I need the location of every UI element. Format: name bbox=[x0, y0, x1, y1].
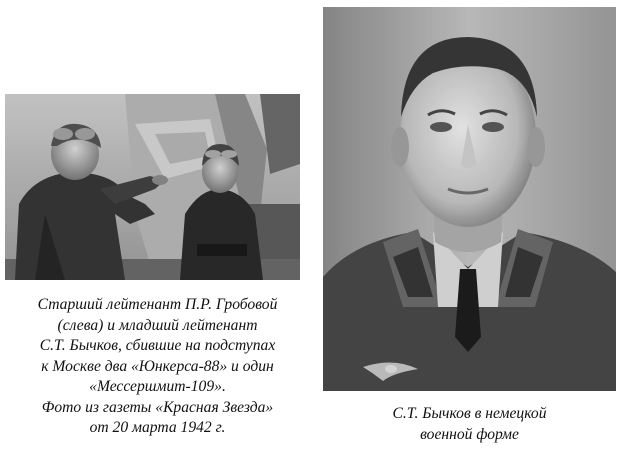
caption-right-line-1: С.Т. Бычков в немецкой bbox=[392, 405, 547, 422]
caption-portrait-photo bbox=[323, 404, 616, 445]
portrait-photo-image bbox=[323, 7, 616, 391]
pilots-photo-image bbox=[5, 94, 300, 280]
photo-pilots-beside-aircraft bbox=[5, 94, 300, 280]
caption-left-line-2: (слева) и младший лейтенант bbox=[57, 316, 258, 334]
photo-portrait-german-uniform bbox=[323, 7, 616, 391]
caption-left-line-1: Старший лейтенант П.Р. Гробовой bbox=[37, 296, 278, 313]
caption-right-line-2: военной форме bbox=[420, 425, 519, 443]
caption-left-line-6: Фото из газеты «Красная Звезда» bbox=[41, 398, 274, 416]
caption-left-line-7: от 20 марта 1942 г. bbox=[89, 419, 226, 436]
caption-left-line-4: к Москве два «Юнкерса-88» и один bbox=[41, 357, 274, 375]
caption-pilots-photo bbox=[0, 295, 315, 439]
caption-left-line-3: С.Т. Бычков, сбившие на подступах bbox=[39, 337, 276, 354]
caption-left-line-5: «Мессершмит-109». bbox=[89, 378, 226, 395]
